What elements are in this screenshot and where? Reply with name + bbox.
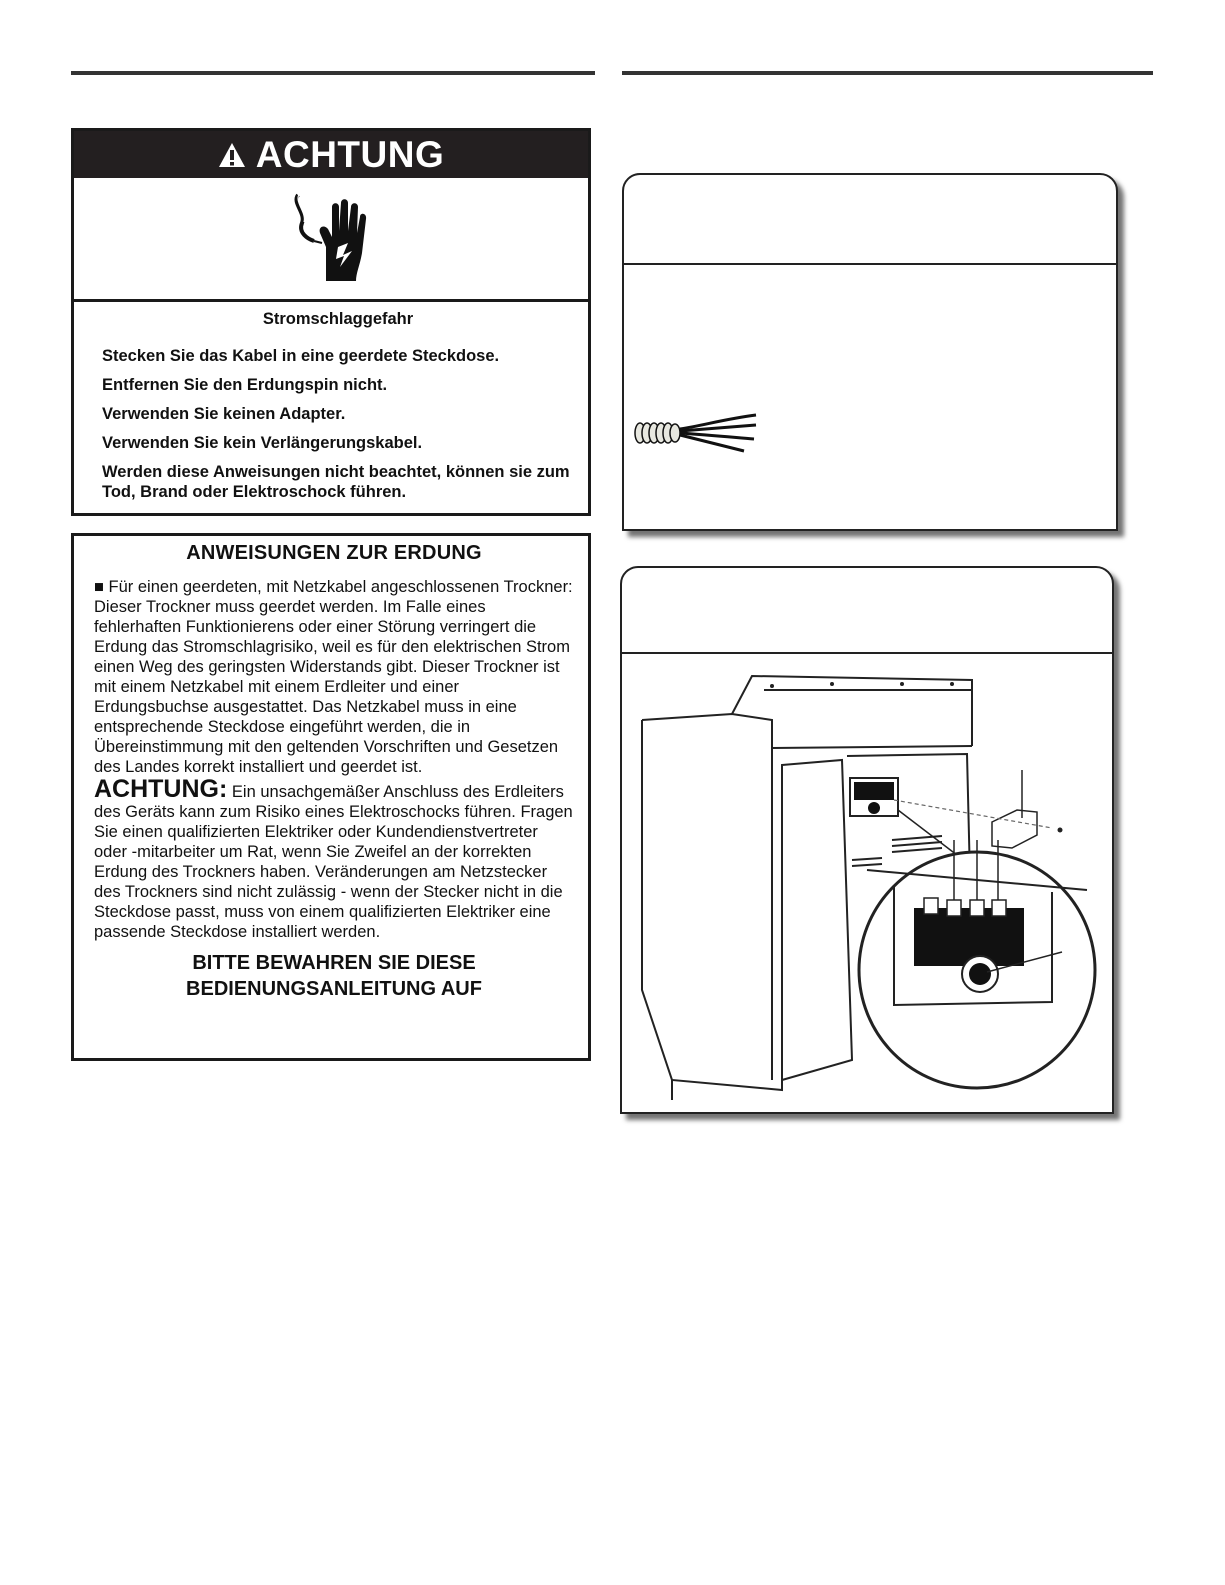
section-rule-right: [622, 71, 1153, 75]
warning-line: Werden diese Anweisungen nicht beachtet, können sie zum Tod, Brand oder Elektroschock führen.: [102, 463, 570, 501]
grounding-instructions-box: [71, 533, 591, 1061]
warning-heading: Stromschlaggefahr: [262, 310, 414, 328]
grounding-paragraph: Dieser Trockner muss geerdet werden. Im Falle eines fehlerhaften Funktionierens oder einer Störung verringert die Erdung das Stromschlagrisiko, weil es für den elektrischen Strom einen Weg des geringsten Widerstands gibt. Dieser Trockner ist mit einem Netzkabel mit einem Erdleiter und einer Erdungsbuchse ausgestattet. Das Netzkabel muss in eine entsprechende Steckdose eingeführt werden, die in Übereinstimmung mit den geltenden Vorschriften und Gesetzen des Landes korrekt installiert und geerdet ist.: [94, 598, 570, 776]
electrical-shock-hand-icon: [288, 191, 374, 287]
grounding-intro: ■ Für einen geerdeten, mit Netzkabel angeschlossenen Trockner:: [94, 578, 573, 596]
grounding-title: ANWEISUNGEN ZUR ERDUNG: [186, 542, 482, 564]
dryer-terminal-block-illustration: [632, 660, 1102, 1110]
section-rule-left: [71, 71, 595, 75]
dryer-connection-panel: [620, 566, 1114, 1114]
caution-label: ACHTUNG:: [94, 775, 228, 803]
grounding-caution: [94, 775, 574, 942]
warning-line: Verwenden Sie keinen Adapter.: [102, 405, 346, 423]
power-cable-panel: [622, 173, 1118, 531]
warning-line: Stecken Sie das Kabel in eine geerdete Steckdose.: [102, 347, 500, 365]
panel-divider: [624, 263, 1116, 265]
caution-text: Ein unsachgemäßer Anschluss des Erdleiters des Geräts kann zum Risiko eines Elektroschocks führen. Fragen Sie einen qualifizierten Elektriker oder Kundendienstvertreter oder -mitarbeiter um Rat, wenn Sie Zweifel an der korrekten Erdung des Trockners haben. Veränderungen am Netzstecker des Trockners sind nicht zulässig - wenn der Stecker nicht in die Steckdose passt, muss von einem qualifizierten Elektriker eine passende Steckdose installiert werden.: [94, 783, 573, 941]
warning-header: [74, 131, 588, 178]
warning-line: Entfernen Sie den Erdungspin nicht.: [102, 376, 388, 394]
panel-divider: [622, 652, 1112, 654]
keep-instructions: BITTE BEWAHREN SIE DIESE BEDIENUNGSANLEITUNG AUF: [186, 952, 482, 1000]
warning-triangle-icon: [218, 142, 246, 168]
warning-line: Verwenden Sie kein Verlängerungskabel.: [102, 434, 423, 452]
power-cable-icon: [630, 405, 770, 455]
warning-title: ACHTUNG: [255, 133, 445, 175]
warning-box: [71, 128, 591, 516]
